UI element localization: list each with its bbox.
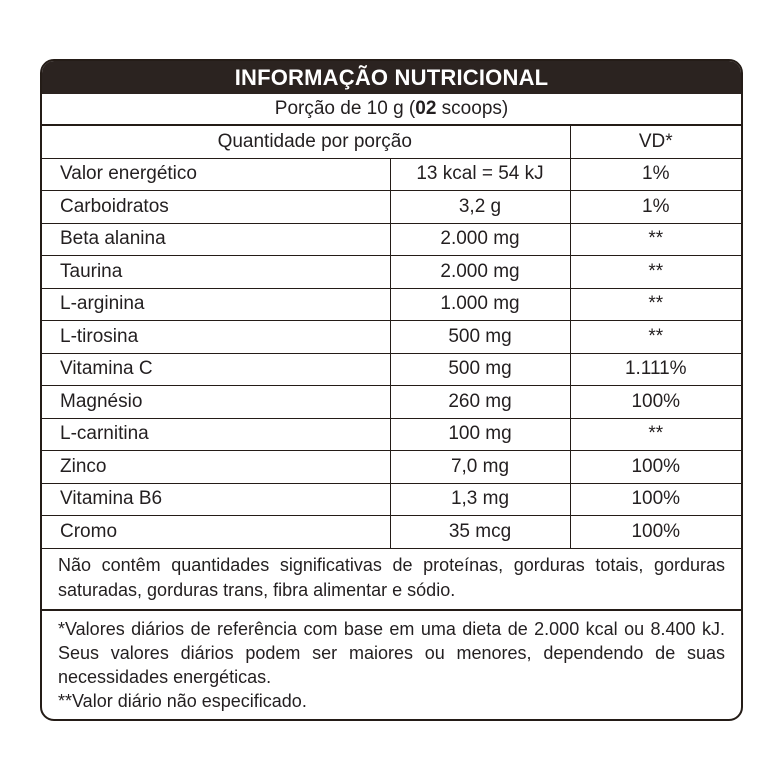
table-row bbox=[42, 386, 741, 419]
table-row bbox=[42, 223, 741, 256]
unspecified-value-footnote: **Valor diário não especificado. bbox=[58, 690, 307, 711]
table-row bbox=[42, 256, 741, 289]
nutrient-amount: 2.000 mg bbox=[390, 223, 570, 256]
label-title: INFORMAÇÃO NUTRICIONAL bbox=[42, 61, 741, 94]
nutrition-facts-label bbox=[40, 59, 743, 721]
nutrient-vd: 1% bbox=[570, 191, 741, 224]
nutrient-amount: 1.000 mg bbox=[390, 288, 570, 321]
nutrient-name: Beta alanina bbox=[42, 223, 390, 256]
nutrient-vd: 100% bbox=[570, 516, 741, 549]
nutrient-vd: ** bbox=[570, 288, 741, 321]
table-header-row bbox=[42, 126, 741, 158]
nutrient-amount: 7,0 mg bbox=[390, 451, 570, 484]
header-vd: VD* bbox=[570, 126, 741, 158]
nutrient-amount: 2.000 mg bbox=[390, 256, 570, 289]
nutrient-vd: 100% bbox=[570, 386, 741, 419]
nutrient-vd: 1% bbox=[570, 158, 741, 191]
nutrient-name: Taurina bbox=[42, 256, 390, 289]
nutrient-name: Magnésio bbox=[42, 386, 390, 419]
table-row bbox=[42, 353, 741, 386]
insignificant-nutrients-note: Não contêm quantidades significativas de proteínas, gorduras totais, gorduras saturadas, gorduras trans, fibra alimentar e sódio. bbox=[42, 549, 741, 611]
portion-suffix: scoops) bbox=[436, 98, 509, 119]
nutrient-name: L-arginina bbox=[42, 288, 390, 321]
daily-values-footnote: *Valores diários de referência com base em uma dieta de 2.000 kcal ou 8.400 kJ. Seus valores diários podem ser maiores ou menores, dependendo de suas necessidades energéticas. bbox=[58, 618, 725, 687]
nutrient-amount: 3,2 g bbox=[390, 191, 570, 224]
nutrient-name: Zinco bbox=[42, 451, 390, 484]
header-quantity: Quantidade por porção bbox=[42, 126, 570, 158]
nutrient-name: Vitamina B6 bbox=[42, 483, 390, 516]
nutrient-amount: 260 mg bbox=[390, 386, 570, 419]
nutrient-amount: 100 mg bbox=[390, 418, 570, 451]
table-row bbox=[42, 288, 741, 321]
nutrient-amount: 1,3 mg bbox=[390, 483, 570, 516]
table-row bbox=[42, 321, 741, 354]
portion-scoops: 02 bbox=[415, 98, 437, 119]
table-row bbox=[42, 483, 741, 516]
nutrient-name: L-tirosina bbox=[42, 321, 390, 354]
footnotes bbox=[42, 611, 741, 713]
nutrient-vd: ** bbox=[570, 321, 741, 354]
table-row bbox=[42, 191, 741, 224]
nutrient-vd: ** bbox=[570, 223, 741, 256]
nutrient-name: Vitamina C bbox=[42, 353, 390, 386]
table-row bbox=[42, 418, 741, 451]
table-row bbox=[42, 516, 741, 549]
table-row bbox=[42, 158, 741, 191]
nutrient-amount: 500 mg bbox=[390, 353, 570, 386]
nutrient-vd: 100% bbox=[570, 483, 741, 516]
nutrition-table bbox=[42, 126, 741, 549]
nutrient-amount: 13 kcal = 54 kJ bbox=[390, 158, 570, 191]
nutrient-vd: 1.111% bbox=[570, 353, 741, 386]
nutrient-vd: 100% bbox=[570, 451, 741, 484]
nutrient-name: Carboidratos bbox=[42, 191, 390, 224]
nutrient-name: L-carnitina bbox=[42, 418, 390, 451]
nutrient-vd: ** bbox=[570, 418, 741, 451]
table-row bbox=[42, 451, 741, 484]
portion-size bbox=[42, 94, 741, 126]
nutrient-name: Cromo bbox=[42, 516, 390, 549]
nutrient-amount: 500 mg bbox=[390, 321, 570, 354]
nutrient-name: Valor energético bbox=[42, 158, 390, 191]
nutrient-amount: 35 mcg bbox=[390, 516, 570, 549]
nutrient-vd: ** bbox=[570, 256, 741, 289]
portion-prefix: Porção de 10 g ( bbox=[274, 98, 416, 119]
